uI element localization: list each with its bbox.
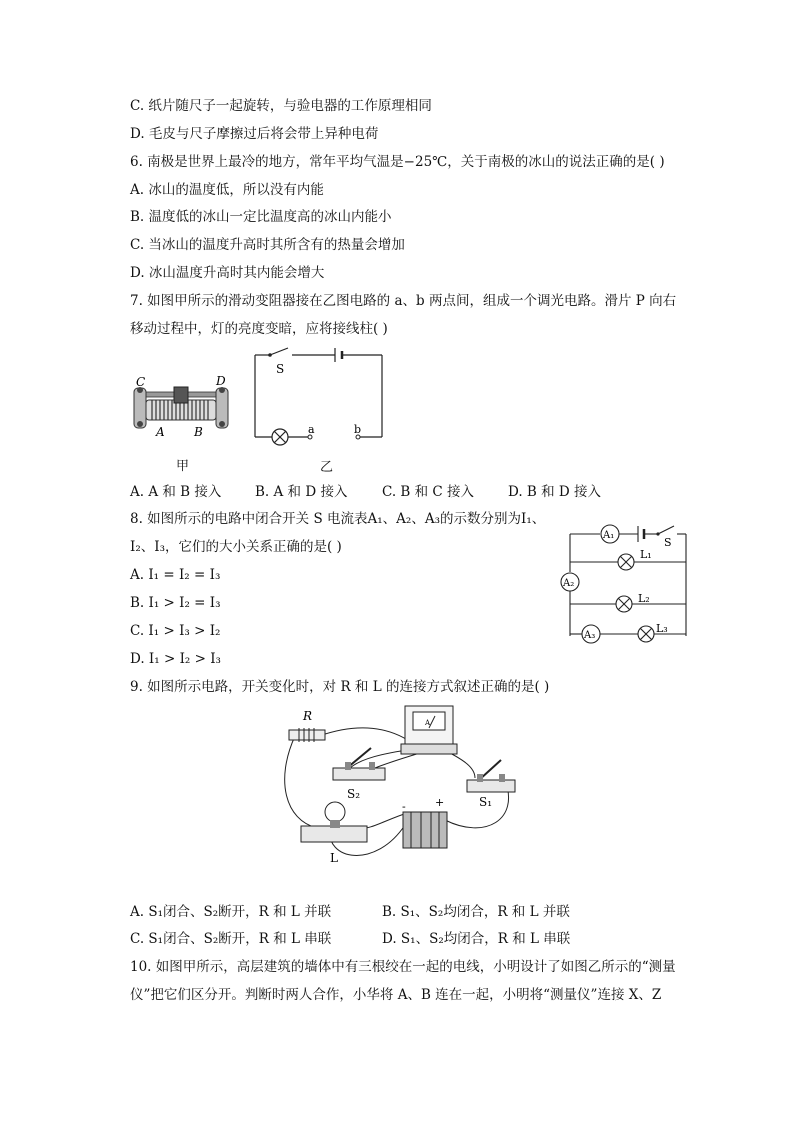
terminal-a-label: A (156, 425, 165, 439)
battery-minus-label: - (402, 800, 406, 813)
switch-s-label: S (664, 536, 672, 549)
lamp-l1-label: L₁ (640, 548, 652, 561)
q8-option-b: B. I₁ > I₂ = I₃ (130, 595, 221, 611)
q7-option-d: D. B 和 D 接入 (508, 484, 602, 500)
terminal-c-label: C (136, 375, 146, 389)
ammeter-a3-label: A₃ (584, 630, 596, 641)
q6-stem: 6. 南极是世界上最冷的地方，常年平均气温是−25℃，关于南极的冰山的说法正确的是( ) (130, 154, 665, 170)
ammeter-a1-label: A₁ (603, 530, 615, 541)
q8-option-d: D. I₁ > I₂ > I₃ (130, 651, 221, 667)
ammeter-a2-label: A₂ (563, 578, 575, 589)
q9-option-d: D. S₁、S₂均闭合，R 和 L 串联 (382, 931, 571, 947)
terminal-d-label: D (216, 374, 226, 388)
q7-option-b: B. A 和 D 接入 (255, 484, 348, 500)
point-a-label: a (308, 423, 315, 436)
q9-stem: 9. 如图所示电路，开关变化时，对 R 和 L 的连接方式叙述正确的是( ) (130, 679, 550, 695)
figure-jia-caption: 甲 (176, 459, 190, 474)
battery-plus-label: + (435, 796, 445, 809)
lamp-l2-label: L₂ (638, 592, 650, 605)
figure-yi-caption: 乙 (320, 460, 334, 475)
lamp-l3-label: L₃ (656, 622, 668, 635)
q5-option-c: C. 纸片随尺子一起旋转，与验电器的工作原理相同 (130, 98, 432, 114)
terminal-b-label: B (194, 425, 203, 439)
q6-option-d: D. 冰山温度升高时其内能会增大 (130, 265, 325, 281)
q8-stem-line2: I₂、I₃，它们的大小关系正确的是( ) (130, 539, 342, 555)
q6-option-c: C. 当冰山的温度升高时其所含有的热量会增加 (130, 237, 405, 253)
q9-option-a: A. S₁闭合、S₂断开，R 和 L 并联 (130, 904, 332, 920)
q10-stem-line2: 仪”把它们区分开。判断时两人合作，小华将 A、B 连在一起，小明将“测量仪”连接 X、Z (130, 987, 662, 1003)
rheostat-figure (128, 372, 238, 440)
physical-circuit-figure (275, 700, 525, 875)
q7-stem-line2: 移动过程中，灯的亮度变暗，应将接线柱( ) (130, 321, 388, 337)
switch-s1-label: S₁ (479, 795, 493, 809)
switch-s-label: S (276, 362, 285, 376)
q7-stem-line1: 7. 如图甲所示的滑动变阻器接在乙图电路的 a、b 两点间，组成一个调光电路。滑片 P 向右 (130, 293, 677, 309)
q9-option-b: B. S₁、S₂均闭合，R 和 L 并联 (382, 904, 570, 920)
q8-option-a: A. I₁ = I₂ = I₃ (130, 567, 221, 583)
q5-option-d: D. 毛皮与尺子摩擦过后将会带上异种电荷 (130, 126, 379, 142)
ammeter-circuit-figure (558, 520, 690, 648)
q7-option-c: C. B 和 C 接入 (382, 484, 475, 500)
q10-stem-line1: 10. 如图甲所示，高层建筑的墙体中有三根绞在一起的电线，小明设计了如图乙所示的“测量 (130, 959, 676, 975)
resistor-r-label: R (303, 709, 313, 723)
q8-stem-line1: 8. 如图所示的电路中闭合开关 S 电流表A₁、A₂、A₃的示数分别为I₁、 (130, 511, 546, 527)
q7-option-a: A. A 和 B 接入 (130, 484, 222, 500)
q8-option-c: C. I₁ > I₃ > I₂ (130, 623, 221, 639)
dimming-circuit-figure (250, 345, 390, 450)
ammeter-face-label: A (425, 719, 431, 727)
q6-option-b: B. 温度低的冰山一定比温度高的冰山内能小 (130, 209, 392, 225)
switch-s2-label: S₂ (347, 787, 361, 801)
q9-option-c: C. S₁闭合、S₂断开，R 和 L 串联 (130, 931, 332, 947)
lamp-l-label: L (330, 851, 338, 865)
point-b-label: b (354, 423, 362, 436)
q6-option-a: A. 冰山的温度低，所以没有内能 (130, 182, 324, 198)
